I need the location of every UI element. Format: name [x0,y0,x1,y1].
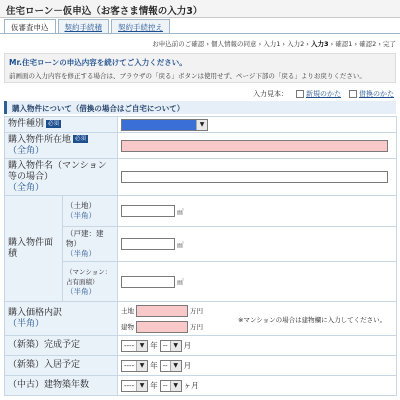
movein-month-select[interactable]: -- ▼ [160,360,182,372]
chevron-down-icon: ▼ [136,341,147,351]
completion-year-unit: 年 [150,341,158,350]
area-building-label: （戸建：建物） （半角） [63,227,118,262]
chevron-down-icon: ▼ [196,120,207,130]
notice-body: 前画面の入力内容を修正する場合は、ブラウザの「戻る」ボタンは使用せず、ページ下部の「戻る」よりお戻りください。 [9,72,366,80]
area-building-input[interactable] [121,238,175,250]
chevron-down-icon: ▼ [136,361,147,371]
input-example-links [253,89,394,99]
required-badge: 必須 [75,136,87,142]
area-mansion-label: （マンション： 占有面積） （半角） [63,262,118,302]
price-land-label: 土地 [121,307,134,315]
row-area-land [5,196,397,227]
building-age-label: （中古）建物築年数 [5,376,118,396]
age-month-unit: ヶ月 [183,381,199,390]
input-example-label: 入力見本： [253,90,288,98]
row-property-type [5,117,397,133]
completion-month-select[interactable]: -- ▼ [160,340,182,352]
window-title: 住宅ローン－仮申込（お客さま情報の入力3） [0,0,400,18]
price-remark: ※マンションの場合は建物欄に入力してください。 [238,316,387,324]
area-land-input[interactable] [121,205,175,217]
chevron-down-icon: ▼ [170,361,181,371]
tab-contract-copy[interactable]: 契約手続控え [111,19,170,34]
chevron-down-icon: ▼ [170,341,181,351]
row-building-age [5,376,397,396]
property-name-label: 購入物件名（マンション等の場合） （全角） [5,159,118,196]
tab-divider [0,33,400,34]
progress-steps [152,39,396,48]
completion-label: （新築）完成予定 [5,336,118,356]
chevron-down-icon: ▼ [170,381,181,391]
price-land-unit: 万円 [190,307,203,315]
area-land-unit: ㎡ [177,207,184,216]
steps-after: › 確認1 › 確認2 › 完了 [330,40,396,48]
checkbox-icon [296,90,304,98]
price-building-label: 建物 [121,323,134,331]
movein-year-unit: 年 [150,361,158,370]
property-type-select[interactable] [121,119,208,131]
price-land-input[interactable] [136,305,188,317]
new-customer-example[interactable] [296,89,341,99]
completion-year-select[interactable]: ---- ▼ [121,340,148,352]
refinance-example[interactable] [349,89,394,99]
notice-box [4,53,396,83]
price-note: （半角） [8,318,45,329]
new-customer-link[interactable]: 新規のかた [306,90,341,98]
property-name-note: （全角） [8,182,45,193]
current-step: 入力3 [310,40,329,48]
row-area-building [5,227,397,262]
row-completion [5,336,397,356]
tab-bar [4,19,170,34]
area-label: 購入物件面積 [5,196,63,302]
area-building-unit: ㎡ [177,240,184,249]
movein-year-select[interactable]: ---- ▼ [121,360,148,372]
row-movein [5,356,397,376]
row-price [5,302,397,336]
age-year-select[interactable]: ---- ▼ [121,380,148,392]
tab-provisional-review[interactable]: 仮審査申込 [4,19,56,34]
location-input[interactable] [121,140,388,152]
completion-month-unit: 月 [183,341,192,350]
location-note: （全角） [8,145,45,156]
price-building-input[interactable] [136,321,188,333]
steps-before: お申込前のご確認 › 個人情報の同意 › 入力1 › 入力2 › [152,40,309,48]
section-heading: 購入物件について（借換の場合はご自宅について） [4,101,396,114]
required-badge: 必須 [48,120,60,127]
area-land-label: （土地） （半角） [63,196,118,227]
movein-label: （新築）入居予定 [5,356,118,376]
age-month-select[interactable]: -- ▼ [160,380,182,392]
age-year-unit: 年 [150,381,158,390]
row-property-name [5,159,397,196]
chevron-down-icon: ▼ [136,381,147,391]
checkbox-icon [349,90,357,98]
price-building-unit: 万円 [190,323,203,331]
refinance-link[interactable]: 借換のかた [359,90,394,98]
area-mansion-unit: ㎡ [177,278,184,286]
property-form [4,116,397,396]
property-name-input[interactable] [121,171,388,183]
location-label: 購入物件所在地 必須 （全角） [5,133,118,159]
property-type-label: 物件種別 必須 [5,117,118,133]
row-area-mansion [5,262,397,302]
notice-title: Mr.住宅ローンの申込内容を続けてご入力ください。 [9,58,187,67]
price-label: 購入価格内訳 （半角） [5,302,118,336]
row-location [5,133,397,159]
tab-contract-procedure[interactable]: 契約手続積 [58,19,110,34]
area-mansion-input[interactable] [121,276,175,288]
movein-month-unit: 月 [183,361,192,370]
